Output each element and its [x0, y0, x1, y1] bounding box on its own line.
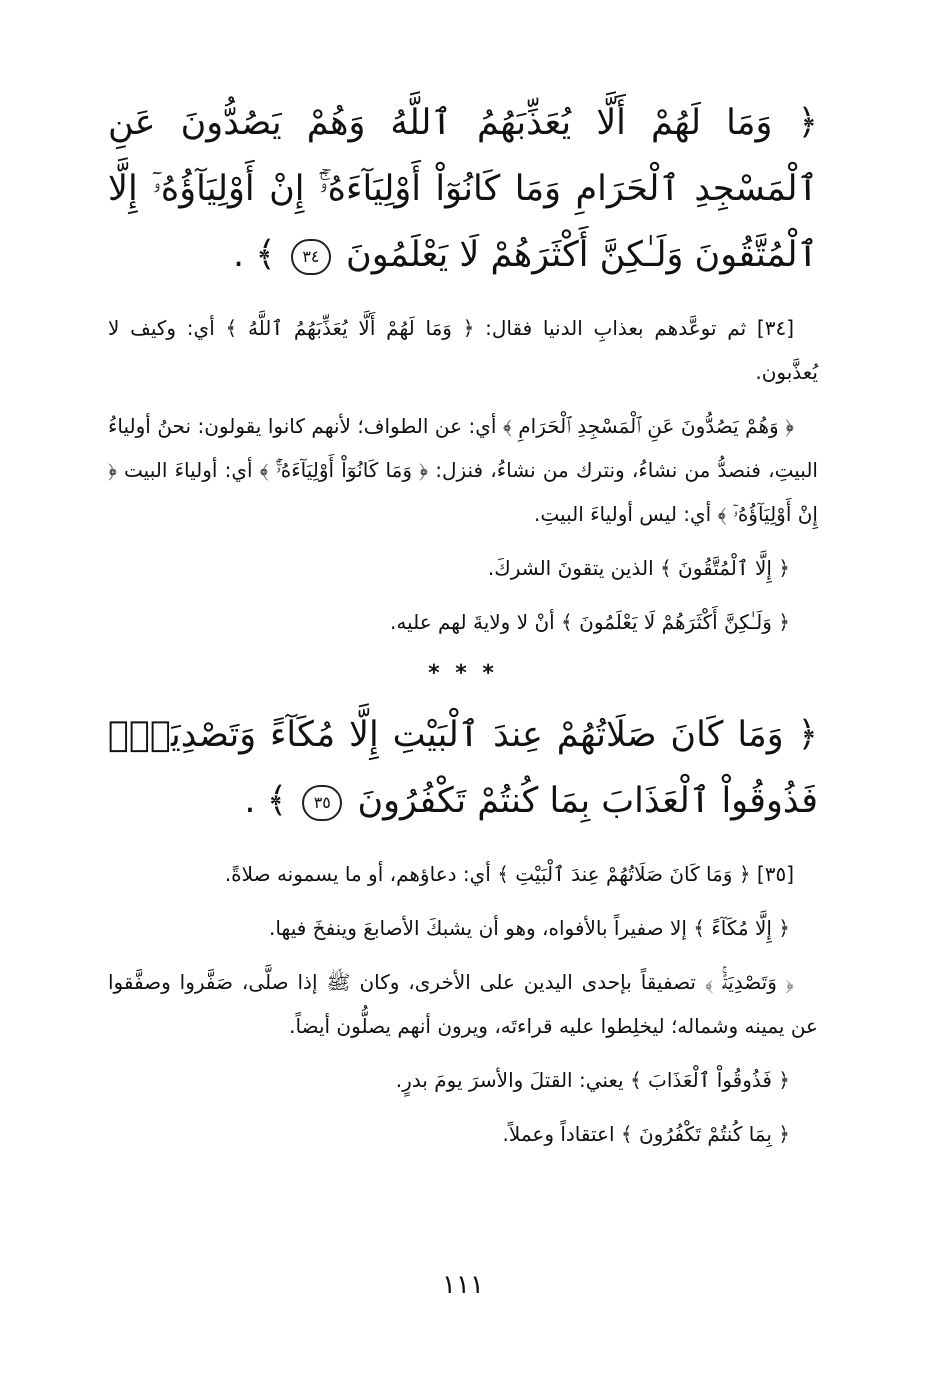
- commentary-34-intro: [٣٤] ثم توعَّدهم بعذابِ الدنيا فقال: ﴿ وَمَا لَهُمْ أَلَّا يُعَذِّبَهُمُ ٱللَّهُ ﴾ أي: وكيف لا يُعذَّبون.: [108, 316, 818, 384]
- quran-verse-35: [108, 702, 818, 834]
- commentary-35-intro: [٣٥] ﴿ وَمَا كَانَ صَلَاتُهُمْ عِندَ ٱلْبَيْتِ ﴾ أي: دعاؤهم، أو ما يسمونه صلاةً.: [224, 862, 794, 886]
- section-separator: * * *: [428, 661, 498, 686]
- ayah-number-34-marker: ٣٤: [291, 239, 331, 275]
- commentary-35-disbelief: ﴿ بِمَا كُنتُمْ تَكْفُرُونَ ﴾ اعتقاداً وعملاً.: [502, 1122, 790, 1146]
- commentary-35-clapping: ﴿ وَتَصْدِيَةًۚ ﴾ تصفيقاً بإحدى اليدين على الأخرى، وكان ﷺ إذا صلَّى، صَفَّروا وصفَّقوا عن يمينه وشماله؛ ليخلِطوا عليه قراءتَه، ويرون أنهم يصلُّون أيضاً.: [108, 970, 818, 1038]
- verse-34-close: ﴾ .: [233, 235, 276, 275]
- verse-34-text: ﴿ وَمَا لَهُمْ أَلَّا يُعَذِّبَهُمُ ٱللَّهُ وَهُمْ يَصُدُّونَ عَنِ ٱلْمَسْجِدِ ٱلْحَرَامِ وَمَا كَانُوٓاْ أَوْلِيَآءَهُۥٓۚ إِنْ أَوْلِيَآؤُهُۥٓ إِلَّا ٱلْمُتَّقُونَ وَلَـٰكِنَّ أَكْثَرَهُمْ لَا يَعْلَمُونَ: [108, 103, 818, 275]
- commentary-35-taste-punishment: ﴿ فَذُوقُواْ ٱلْعَذَابَ ﴾ يعني: القتلَ والأسرَ يومَ بدرٍ.: [395, 1068, 790, 1092]
- commentary-34-most-know-not: ﴿ وَلَـٰكِنَّ أَكْثَرَهُمْ لَا يَعْلَمُونَ ﴾ أنْ لا ولايةَ لهم عليه.: [389, 610, 790, 634]
- verse-35-text: ﴿ وَمَا كَانَ صَلَاتُهُمْ عِندَ ٱلْبَيْتِ إِلَّا مُكَآءً وَتَصْدِيَةًۚ فَذُوقُواْ ٱلْعَذَابَ بِمَا كُنتُمْ تَكْفُرُونَ: [108, 715, 818, 821]
- verse-35-close: ﴾ .: [244, 781, 288, 821]
- page-content: [108, 90, 818, 1317]
- page-number: ١١١: [442, 1270, 484, 1300]
- commentary-34-pious: ﴿ إِلَّا ٱلْمُتَّقُونَ ﴾ الذين يتقونَ الشركَ.: [487, 556, 790, 580]
- ayah-number-35-marker: ٣٥: [302, 785, 342, 821]
- quran-verse-34: [108, 90, 818, 288]
- commentary-35-whistling: ﴿ إِلَّا مُكَآءً ﴾ إلا صفيراً بالأفواه، وهو أن يشبكَ الأصابعَ وينفخَ فيها.: [269, 916, 790, 940]
- commentary-34-worshippers: ﴿ وَهُمْ يَصُدُّونَ عَنِ ٱلْمَسْجِدِ ٱلْحَرَامِ ﴾ أي: عن الطواف؛ لأنهم كانوا يقولون: نحنُ أولياءُ البيتِ، فنصدُّ من نشاءُ، ونترك من نشاءُ، فنزل: ﴿ وَمَا كَانُوٓاْ أَوْلِيَآءَهُۥٓۚ ﴾ أي: أولياءَ البيت ﴿ إِنْ أَوْلِيَآؤُهُۥٓ ﴾ أي: ليس أولياءَ البيتِ.: [108, 414, 818, 526]
